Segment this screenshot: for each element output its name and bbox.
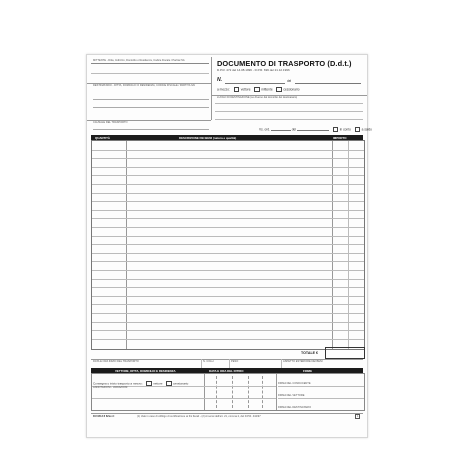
document-subtitle: D.P.R. 472 del 14.08.1996 - D.P.R. 696 del 21.12.1996 <box>217 68 290 72</box>
col-quantity: QUANTITÀ <box>95 136 110 140</box>
col-description: DESCRIZIONE DEI BENI (natura e qualità) <box>179 136 237 140</box>
total-label: TOTALE € <box>301 351 319 355</box>
goods-row-line[interactable] <box>92 253 364 254</box>
option-vettore: vettore <box>240 87 251 92</box>
checkbox-delivery-vettore[interactable] <box>146 381 151 386</box>
number-line[interactable] <box>225 83 285 84</box>
page-mark: 1 <box>357 415 359 418</box>
carrier-signature-line[interactable] <box>278 398 364 399</box>
total-box[interactable] <box>325 347 365 359</box>
goods-row-line[interactable] <box>92 287 364 288</box>
sender-label: MITTENTE - Ditta, Indirizzo, Domicilio o Residenza, Codice Fiscale / Partita IVA <box>93 59 185 62</box>
recipient-line-1[interactable] <box>93 99 209 100</box>
checkbox-delivery-cessionario[interactable] <box>166 381 171 386</box>
recipient-line-2[interactable] <box>93 107 209 108</box>
pickup-dash-3 <box>248 376 249 408</box>
goods-row-line[interactable] <box>92 184 364 185</box>
goods-table <box>91 140 365 350</box>
order-ref-label: Vs. ord. <box>259 127 270 132</box>
number-label: N. <box>217 77 222 83</box>
packages-divider <box>201 359 202 368</box>
order-ref-line[interactable] <box>271 130 291 131</box>
goods-row-line[interactable] <box>92 339 364 340</box>
packages-label: N. COLLI <box>203 359 214 363</box>
goods-row-line[interactable] <box>92 296 364 297</box>
header-divider <box>211 57 212 120</box>
option-in-conto: in conto <box>339 127 351 132</box>
aspect-label: ASPETTO ESTERIORE DEI BENI <box>283 359 323 363</box>
carrier-signature-label: FIRMA DEL VETTORE <box>278 394 305 397</box>
goods-row-line[interactable] <box>92 167 364 168</box>
pickup-dash-4 <box>262 376 263 408</box>
notes-label: ANNOTAZIONI - VARIAZIONI <box>93 386 128 389</box>
order-ref <box>259 127 372 132</box>
goods-row-line[interactable] <box>92 193 364 194</box>
goods-row-line[interactable] <box>92 218 364 219</box>
option-cessionario: cessionario <box>283 87 300 92</box>
pickup-right-divider <box>276 374 277 410</box>
goods-row-line[interactable] <box>92 158 364 159</box>
goods-row-line[interactable] <box>92 261 364 262</box>
pickup-dash-1 <box>216 376 217 408</box>
bottom-code: DU MCJ 8 62xx-C <box>93 415 115 418</box>
goods-row-line[interactable] <box>92 227 364 228</box>
option-a-saldo: a saldo <box>361 127 372 132</box>
document-title: DOCUMENTO DI TRASPORTO (D.d.t.) <box>217 59 352 68</box>
checkbox-cessionario[interactable] <box>276 87 281 92</box>
goods-row-line[interactable] <box>92 304 364 305</box>
transport-options <box>217 87 300 92</box>
goods-row-line[interactable] <box>92 313 364 314</box>
pickup-left-divider <box>204 374 205 410</box>
delivery-note-label: Consegna o inizio trasporto a mezzo: <box>93 381 143 386</box>
carrier-line-2[interactable] <box>92 398 276 399</box>
goods-row-line[interactable] <box>92 150 364 151</box>
cause-line[interactable] <box>93 129 209 130</box>
checkbox-a-saldo[interactable] <box>355 127 360 132</box>
option-mittente: mittente <box>261 87 273 92</box>
goods-cause-label: CAUSALE DEL TRASPORTO <box>93 121 128 124</box>
recipient-signature-label: FIRMA DEL DESTINATARIO <box>278 406 312 409</box>
checkbox-vettore[interactable] <box>234 87 239 92</box>
start-date-label: DATA E ORA INIZIO DEL TRASPORTO <box>93 359 139 363</box>
date-line[interactable] <box>295 83 361 84</box>
signatures-header: FIRME <box>303 369 312 373</box>
goods-row-line[interactable] <box>92 236 364 237</box>
goods-row-line[interactable] <box>92 210 364 211</box>
driver-signature-line[interactable] <box>278 386 364 387</box>
sender-top-rule <box>91 63 209 64</box>
aspect-divider <box>281 359 282 368</box>
destination-line-2[interactable] <box>215 111 363 112</box>
carrier-header: VETTORE, DITTA, DOMICILIO E RESIDENZA <box>115 369 176 373</box>
delivery-option-vettore: vettore <box>153 381 163 386</box>
destination-label: LUOGO DI DESTINAZIONE (se diverso dal domicilio del destinatario) <box>217 95 298 99</box>
pickup-dash-2 <box>232 376 233 408</box>
carrier-area <box>91 373 365 411</box>
checkbox-mittente[interactable] <box>254 87 259 92</box>
bottom-text: (1) Vale in caso di obbligo di certificazione ai fini fiscali - (2) Ai sensi dell'art. 21, comma 2, del D.P.R. 442/97 <box>137 415 261 418</box>
weight-divider <box>229 359 230 368</box>
recipient-label: DESTINATARIO - DITTA, DOMICILIO O RESIDENZA, CODICE FISCALE / PARTITA IVA <box>93 84 195 87</box>
destination-line-1[interactable] <box>215 103 363 104</box>
goods-row-line[interactable] <box>92 244 364 245</box>
checkbox-in-conto[interactable] <box>333 127 338 132</box>
bottom-rule <box>91 413 363 414</box>
order-date-label: del <box>291 127 297 132</box>
date-label: del <box>287 79 292 83</box>
transport-document-page <box>86 54 372 438</box>
goods-row-line[interactable] <box>92 270 364 271</box>
weight-label: PESO <box>231 359 239 363</box>
order-date-line[interactable] <box>297 130 329 131</box>
goods-row-line[interactable] <box>92 175 364 176</box>
destination-line-3[interactable] <box>215 119 363 120</box>
transport-label: a mezzo: <box>217 87 230 92</box>
sender-line-1[interactable] <box>91 73 209 74</box>
driver-signature-label: FIRMA DEL CONDUCENTE <box>278 382 311 385</box>
goods-row-line[interactable] <box>92 201 364 202</box>
goods-row-line[interactable] <box>92 330 364 331</box>
goods-row-line[interactable] <box>92 322 364 323</box>
pickup-header: DATA E ORA DEL RITIRO <box>209 369 244 373</box>
delivery-option-cessionario: cessionario <box>173 381 189 386</box>
goods-row-line[interactable] <box>92 279 364 280</box>
col-amount: IMPORTO <box>333 136 347 140</box>
